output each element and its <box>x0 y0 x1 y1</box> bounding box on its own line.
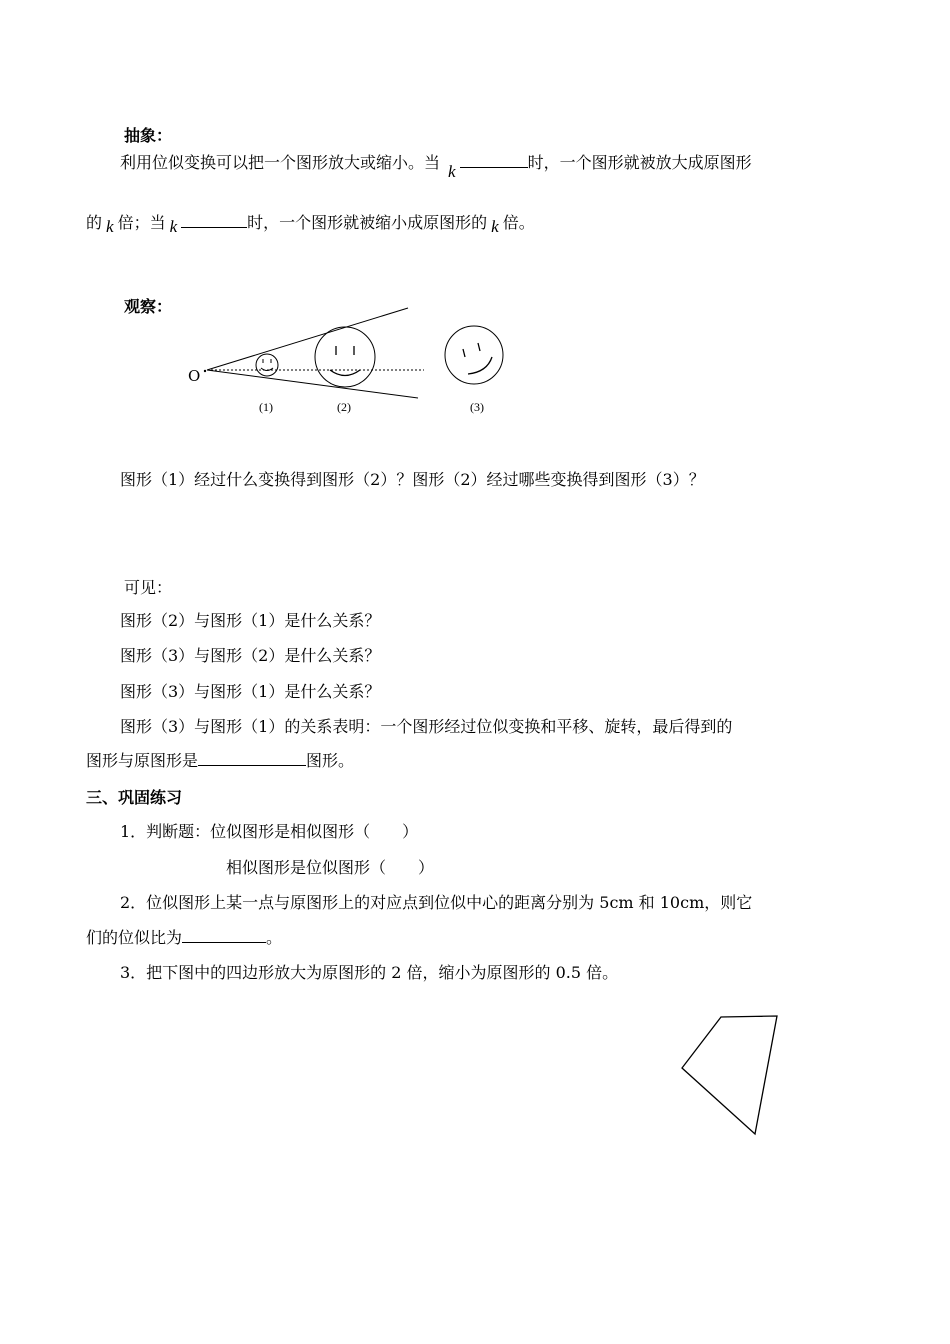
conclusion-question-1: 图形（2）与图形（1）是什么关系？ <box>120 611 381 630</box>
abstract-text-2c: 时，一个图形就被缩小成原图形的 <box>247 213 488 232</box>
figure-label-1: (1) <box>259 400 273 414</box>
k-symbol: k <box>169 217 178 236</box>
smiley-face-1 <box>256 354 278 376</box>
blank-ratio[interactable] <box>182 928 266 943</box>
blank-relation[interactable] <box>198 751 306 766</box>
conclusion-statement-line-2 <box>86 751 354 771</box>
abstract-text-1b: 时，一个图形就被放大成原图形 <box>527 153 752 172</box>
ray-upper <box>207 308 408 370</box>
observe-question: 图形（1）经过什么变换得到图形（2）？图形（2）经过哪些变换得到图形（3）？ <box>120 470 705 489</box>
practice-text-2a: 们的位似比为 <box>86 928 183 947</box>
abstract-text-2d: 倍。 <box>502 213 535 232</box>
conclusion-text-2a: 图形与原图形是 <box>86 751 199 770</box>
ray-lower <box>207 370 418 398</box>
practice-item-1a: 1．判断题：位似图形是相似图形（ ） <box>120 822 419 841</box>
k-symbol: k <box>448 162 456 181</box>
practice-heading: 三、巩固练习 <box>86 788 183 807</box>
abstract-text-1a: 利用位似变换可以把一个图形放大或缩小。当 <box>120 153 441 172</box>
abstract-text-2a: 的 <box>86 213 103 232</box>
practice-item-2-line-1: 2．位似图形上某一点与原图形上的对应点到位似中心的距离分别为 5cm 和 10cm，则它 <box>120 893 753 912</box>
smiley-face-2 <box>315 327 375 387</box>
conclusion-statement-line-1: 图形（3）与图形（1）的关系表明：一个图形经过位似变换和平移、旋转，最后得到的 <box>120 717 733 736</box>
practice-text-2b: 。 <box>266 928 283 947</box>
k-symbol: k <box>491 217 499 236</box>
conclusion-text-2b: 图形。 <box>306 751 355 770</box>
conclusion-intro: 可见： <box>124 578 173 597</box>
abstract-text-2b: 倍；当 <box>117 213 166 232</box>
origin-point <box>204 370 206 372</box>
practice-item-1b: 相似图形是位似图形（ ） <box>226 858 435 877</box>
conclusion-question-3: 图形（3）与图形（1）是什么关系？ <box>120 682 381 701</box>
origin-label: O <box>188 367 201 385</box>
quadrilateral <box>682 1016 777 1134</box>
practice-item-3: 3．把下图中的四边形放大为原图形的 2 倍，缩小为原图形的 0.5 倍。 <box>120 963 619 982</box>
smiley-face-3 <box>445 326 503 384</box>
practice-item-2-line-2 <box>86 928 282 948</box>
figure-label-2: (2) <box>337 400 351 414</box>
figure-label-3: (3) <box>470 400 484 414</box>
conclusion-question-2: 图形（3）与图形（2）是什么关系？ <box>120 646 381 665</box>
observe-heading: 观察： <box>124 297 173 316</box>
abstract-heading: 抽象： <box>124 126 173 145</box>
k-symbol: k <box>106 217 114 236</box>
